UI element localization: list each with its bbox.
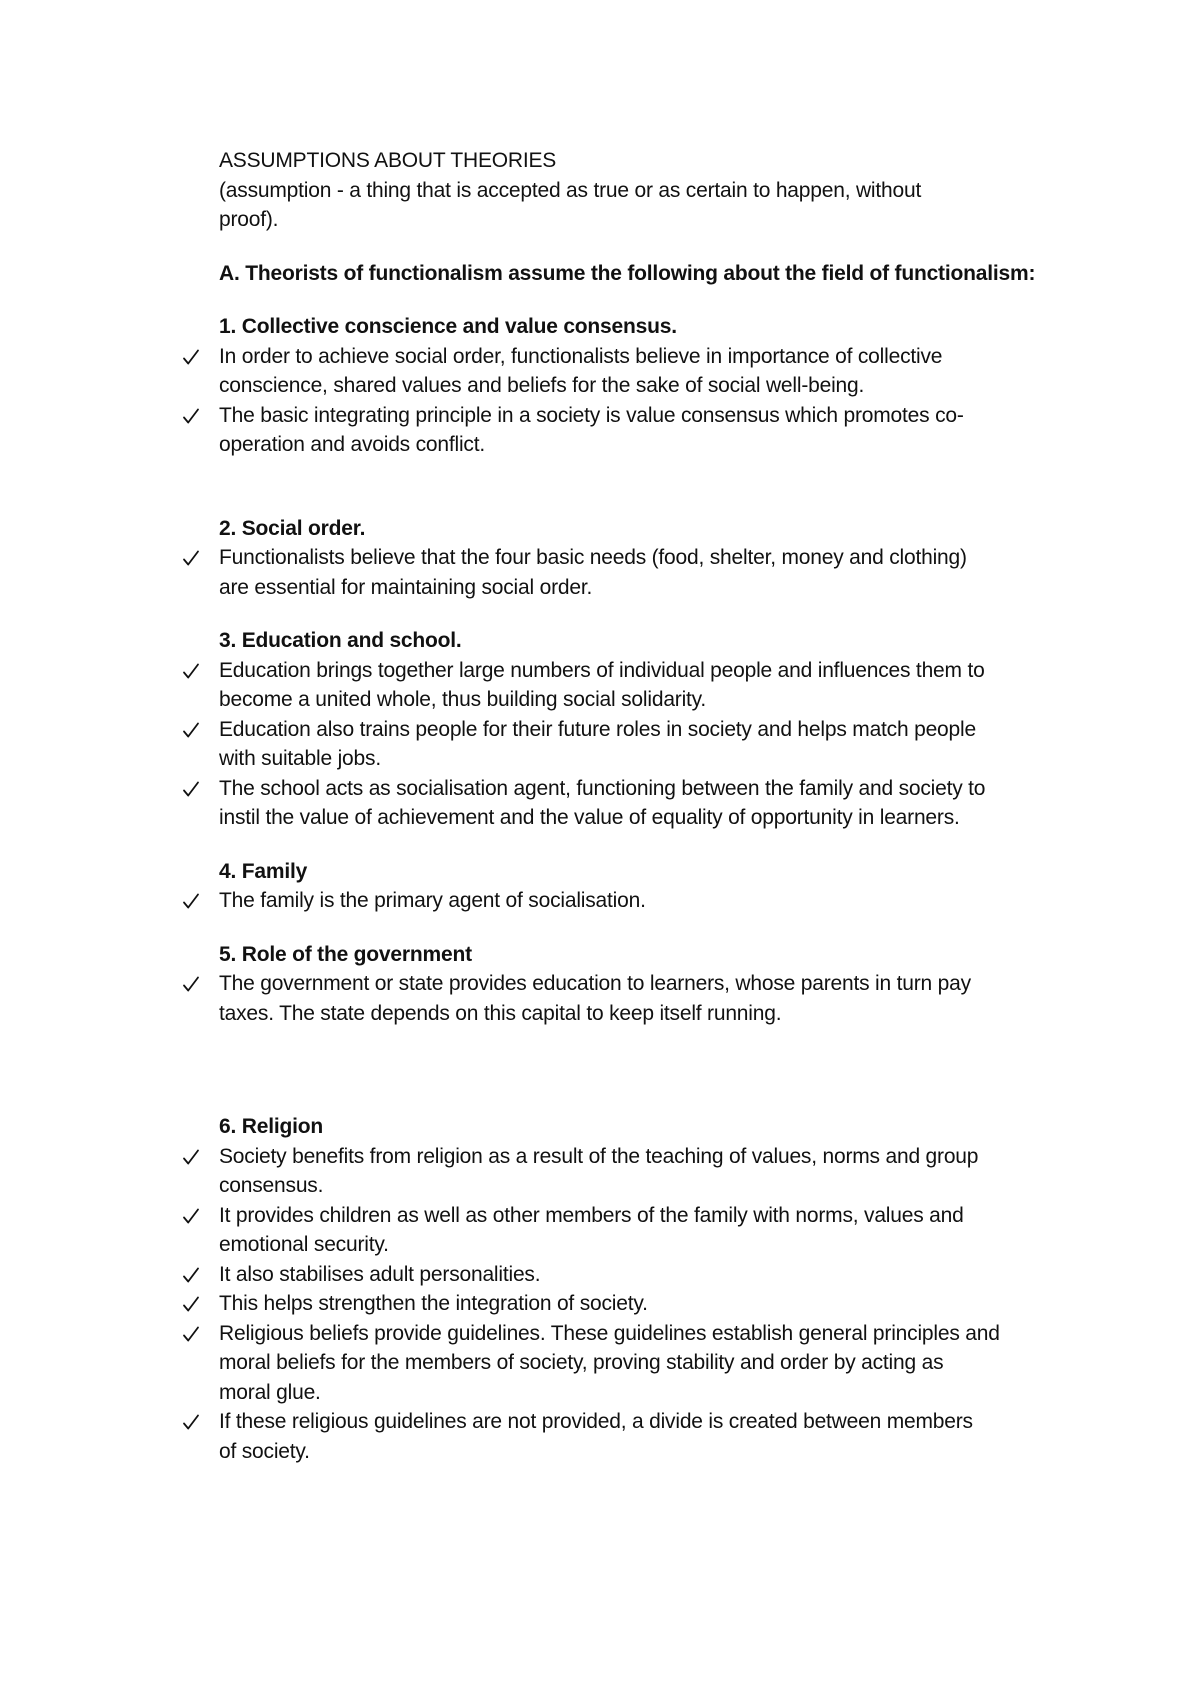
list-item-line: Education also trains people for their future roles in society and helps match people bbox=[219, 717, 976, 741]
list-item-line: Functionalists believe that the four basic needs (food, shelter, money and clothing) bbox=[219, 546, 967, 569]
check-list bbox=[219, 656, 1119, 833]
check-icon bbox=[181, 342, 201, 371]
check-icon bbox=[181, 774, 201, 803]
section-heading: 5. Role of the government bbox=[219, 942, 472, 966]
list-item-line: consensus. bbox=[219, 1174, 324, 1197]
definition-line-2: proof). bbox=[219, 208, 279, 231]
list-item bbox=[219, 1260, 1119, 1290]
list-item bbox=[219, 1319, 1119, 1408]
check-icon bbox=[181, 1201, 201, 1230]
check-list bbox=[219, 969, 1119, 1028]
list-item-line: Religious beliefs provide guidelines. These guidelines establish general principles and bbox=[219, 1321, 1000, 1345]
check-icon bbox=[181, 656, 201, 685]
list-item bbox=[219, 1289, 1119, 1319]
list-item bbox=[219, 715, 1119, 774]
check-list bbox=[219, 886, 1119, 916]
section-heading: 6. Religion bbox=[219, 1115, 323, 1138]
list-item-line: In order to achieve social order, functionalists believe in importance of collective bbox=[219, 344, 943, 368]
sections-container bbox=[219, 312, 1119, 1466]
section-a-heading: A. Theorists of functionalism assume the following about the field of functionalism: bbox=[219, 261, 1036, 285]
document-title: ASSUMPTIONS ABOUT THEORIES bbox=[219, 149, 557, 172]
list-item-line: operation and avoids conflict. bbox=[219, 433, 486, 456]
list-item bbox=[219, 1201, 1119, 1260]
list-item-line: If these religious guidelines are not provided, a divide is created between members bbox=[219, 1410, 973, 1433]
list-item bbox=[219, 543, 1119, 602]
list-item-line: The school acts as socialisation agent, functioning between the family and society to bbox=[219, 776, 986, 800]
list-item bbox=[219, 969, 1119, 1028]
list-item-line: taxes. The state depends on this capital to keep itself running. bbox=[219, 1001, 782, 1025]
section-heading: 1. Collective conscience and value consensus. bbox=[219, 315, 677, 338]
list-item-line: The government or state provides education to learners, whose parents in turn pay bbox=[219, 972, 971, 995]
list-item bbox=[219, 342, 1119, 401]
check-list bbox=[219, 342, 1119, 460]
list-item-line: instil the value of achievement and the value of equality of opportunity in learners. bbox=[219, 806, 960, 829]
list-item bbox=[219, 774, 1119, 833]
list-item-line: moral beliefs for the members of society, proving stability and order by acting as bbox=[219, 1351, 944, 1374]
list-item-line: moral glue. bbox=[219, 1380, 321, 1404]
section-heading: 4. Family bbox=[219, 859, 308, 883]
check-icon bbox=[181, 1319, 201, 1348]
list-item bbox=[219, 401, 1119, 460]
check-icon bbox=[181, 969, 201, 998]
list-item-line: This helps strengthen the integration of society. bbox=[219, 1292, 648, 1315]
section-heading: 2. Social order. bbox=[219, 516, 366, 540]
list-item bbox=[219, 1142, 1119, 1201]
list-item-line: are essential for maintaining social order. bbox=[219, 575, 593, 599]
definition-line-1: (assumption - a thing that is accepted as true or as certain to happen, without bbox=[219, 178, 922, 202]
check-icon bbox=[181, 401, 201, 430]
list-item-line: conscience, shared values and beliefs for the sake of social well-being. bbox=[219, 374, 865, 397]
list-item-line: It provides children as well as other members of the family with norms, values and bbox=[219, 1203, 964, 1227]
check-icon bbox=[181, 715, 201, 744]
list-item bbox=[219, 886, 1119, 916]
check-icon bbox=[181, 1260, 201, 1289]
check-icon bbox=[181, 1289, 201, 1318]
list-item-line: The family is the primary agent of socialisation. bbox=[219, 889, 646, 912]
section-heading: 3. Education and school. bbox=[219, 629, 462, 652]
check-list bbox=[219, 1142, 1119, 1467]
list-item-line: The basic integrating principle in a society is value consensus which promotes co- bbox=[219, 403, 964, 427]
list-item-line: Education brings together large numbers of individual people and influences them to bbox=[219, 658, 985, 682]
list-item-line: with suitable jobs. bbox=[219, 747, 381, 770]
check-icon bbox=[181, 1407, 201, 1436]
check-icon bbox=[181, 1142, 201, 1171]
list-item-line: emotional security. bbox=[219, 1233, 389, 1256]
list-item-line: become a united whole, thus building social solidarity. bbox=[219, 688, 707, 711]
check-list bbox=[219, 543, 1119, 602]
list-item bbox=[219, 1407, 1119, 1466]
document-body bbox=[219, 146, 1119, 1466]
list-item-line: Society benefits from religion as a result of the teaching of values, norms and group bbox=[219, 1144, 979, 1168]
check-icon bbox=[181, 543, 201, 572]
check-icon bbox=[181, 886, 201, 915]
list-item-line: It also stabilises adult personalities. bbox=[219, 1262, 541, 1286]
list-item bbox=[219, 656, 1119, 715]
list-item-line: of society. bbox=[219, 1439, 310, 1463]
